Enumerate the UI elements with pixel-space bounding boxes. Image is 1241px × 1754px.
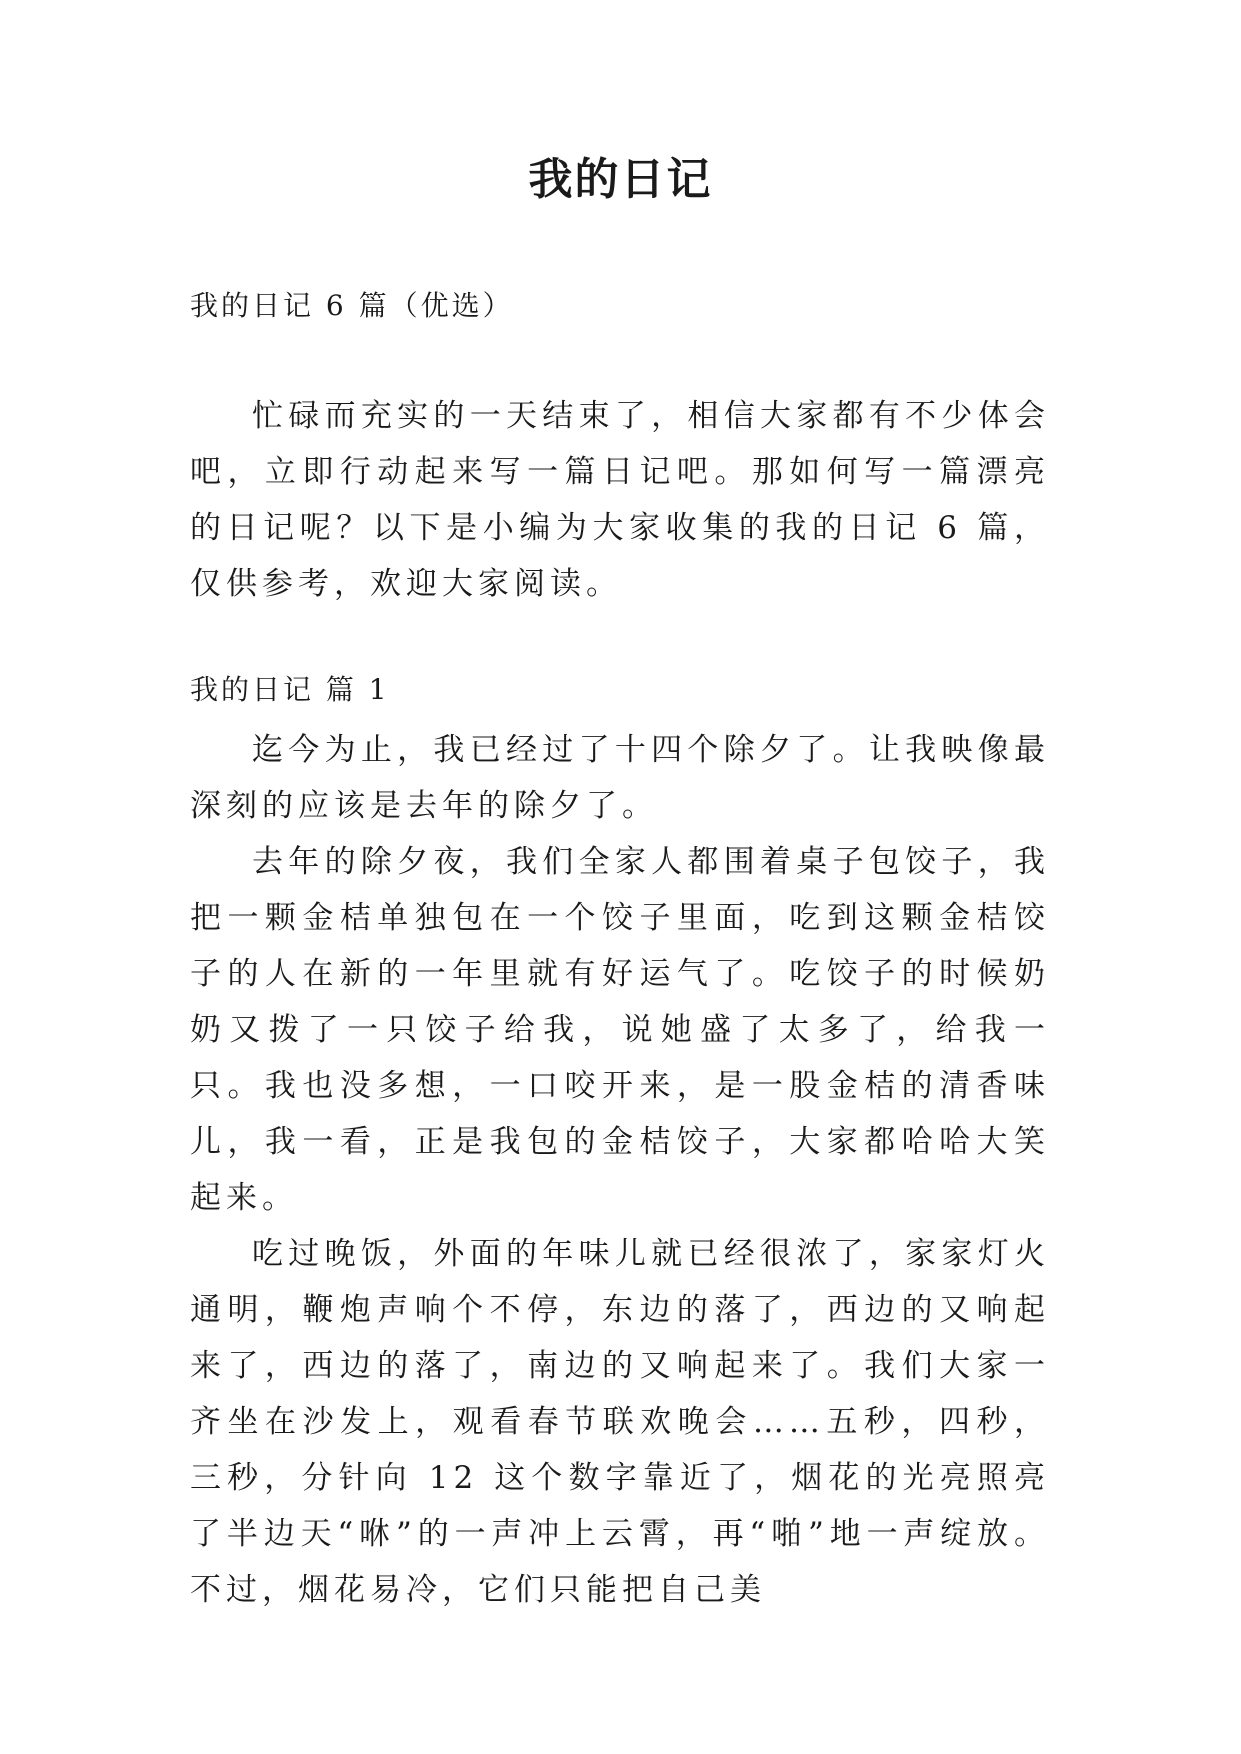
entry-paragraph: 迄今为止，我已经过了十四个除夕了。让我映像最深刻的应该是去年的除夕了。 bbox=[190, 732, 1050, 824]
document-subtitle: 我的日记 6 篇（优选） bbox=[190, 289, 514, 322]
intro-paragraph: 忙碌而充实的一天结束了，相信大家都有不少体会吧，立即行动起来写一篇日记吧。那如何写一篇漂亮的日记呢？以下是小编为大家收集的我的日记 6 篇，仅供参考，欢迎大家阅读。 bbox=[190, 398, 1050, 602]
entry-paragraph: 吃过晚饭，外面的年味儿就已经很浓了，家家灯火通明，鞭炮声响个不停，东边的落了，西边的又响起来了，西边的落了，南边的又响起来了。我们大家一齐坐在沙发上，观看春节联欢晚会……五秒，四秒，三秒，分针向 12 这个数字靠近了，烟花的光亮照亮了半边天“咻”的一声冲上云霄，再“啪”地一声绽放。不过，烟花易冷，它们只能把自己美 bbox=[190, 1236, 1050, 1608]
diary-entry bbox=[190, 670, 1050, 1618]
document-title: 我的日记 bbox=[528, 154, 713, 205]
document-body bbox=[190, 286, 1050, 1618]
section-heading: 我的日记 篇 1 bbox=[190, 673, 390, 706]
entry-paragraph: 去年的除夕夜，我们全家人都围着桌子包饺子，我把一颗金桔单独包在一个饺子里面，吃到这颗金桔饺子的人在新的一年里就有好运气了。吃饺子的时候奶奶又拨了一只饺子给我，说她盛了太多了，给我一只。我也没多想，一口咬开来，是一股金桔的清香味儿，我一看，正是我包的金桔饺子，大家都哈哈大笑起来。 bbox=[190, 844, 1050, 1216]
